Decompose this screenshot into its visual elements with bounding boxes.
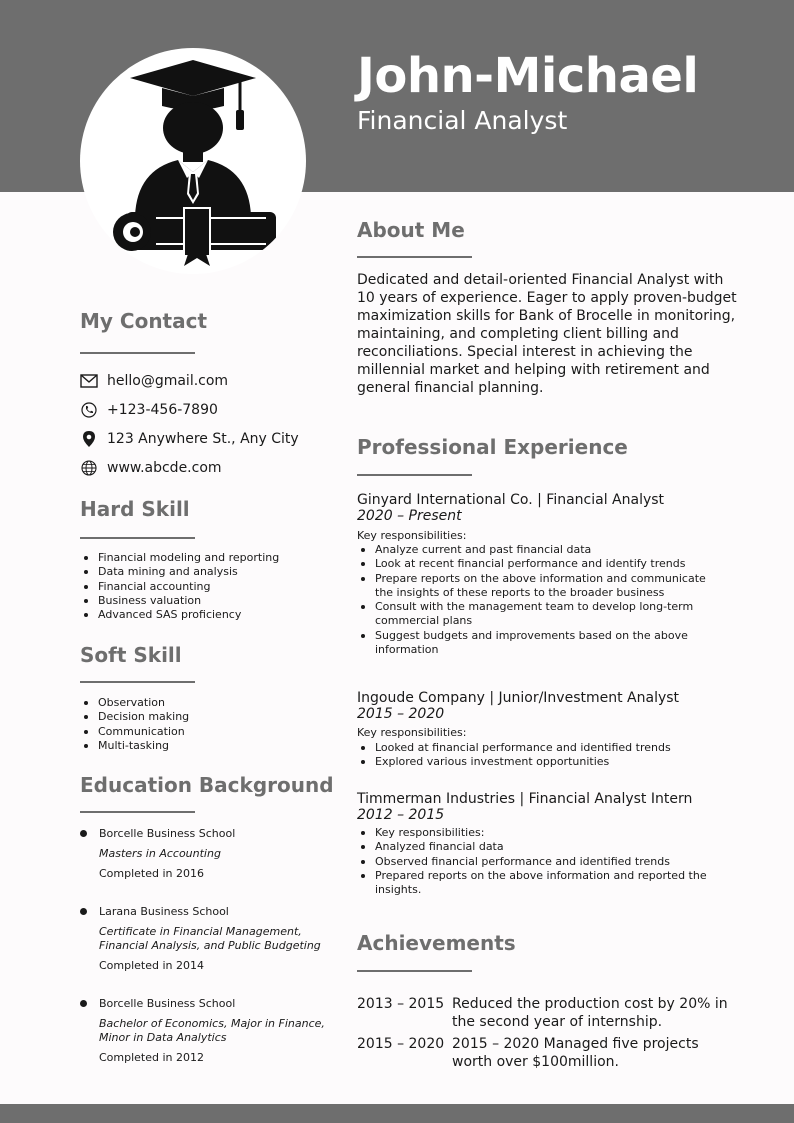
achievement-period: 2013 – 2015 bbox=[357, 996, 445, 1012]
about-rule bbox=[357, 256, 472, 258]
list-item: Consult with the management team to develop long-term commercial plans bbox=[357, 600, 727, 629]
mail-icon bbox=[80, 372, 98, 390]
contact-website[interactable] bbox=[80, 458, 222, 478]
achievements-rule bbox=[357, 970, 472, 972]
hard-skill-list bbox=[80, 551, 320, 622]
job-dates: 2012 – 2015 bbox=[357, 807, 445, 823]
avatar bbox=[80, 48, 306, 274]
completion-year: Completed in 2014 bbox=[99, 959, 205, 972]
contact-phone[interactable] bbox=[80, 400, 218, 420]
list-item: Communication bbox=[80, 725, 320, 739]
bullet-dot bbox=[80, 830, 87, 837]
job-responsibilities bbox=[357, 826, 727, 897]
list-item: Analyzed financial data bbox=[357, 840, 727, 854]
list-item: Explored various investment opportunities bbox=[357, 755, 727, 769]
list-item: Observed financial performance and identified trends bbox=[357, 855, 727, 869]
achievement-text: Reduced the production cost by 20% in the second year of internship. bbox=[452, 996, 728, 1030]
candidate-name: John-Michael bbox=[357, 48, 699, 104]
contact-email[interactable] bbox=[80, 371, 228, 391]
key-responsibilities-label: Key responsibilities: bbox=[357, 529, 467, 542]
list-item: Prepare reports on the above information and communicate the insights of these reports to the broader business bbox=[357, 572, 727, 601]
contact-address bbox=[80, 429, 299, 449]
phone-icon bbox=[80, 401, 98, 419]
job-title: Timmerman Industries | Financial Analyst Intern bbox=[357, 791, 693, 807]
list-item: Prepared reports on the above information and reported the insights. bbox=[357, 869, 727, 898]
education-rule bbox=[80, 811, 195, 813]
soft-skill-rule bbox=[80, 681, 195, 683]
hard-skill-rule bbox=[80, 537, 195, 539]
hard-skill-title: Hard Skill bbox=[80, 497, 190, 521]
job-title: Ginyard International Co. | Financial Analyst bbox=[357, 492, 665, 508]
completion-year: Completed in 2012 bbox=[99, 1051, 205, 1064]
experience-title: Professional Experience bbox=[357, 435, 628, 459]
list-item: Look at recent financial performance and identify trends bbox=[357, 557, 727, 571]
school-name: Borcelle Business School bbox=[99, 997, 236, 1010]
list-item: Analyze current and past financial data bbox=[357, 543, 727, 557]
job-title: Ingoude Company | Junior/Investment Analyst bbox=[357, 690, 680, 706]
list-item: Observation bbox=[80, 696, 320, 710]
achievement-period: 2015 – 2020 bbox=[357, 1036, 445, 1052]
job-dates: 2015 – 2020 bbox=[357, 706, 445, 722]
list-item: Business valuation bbox=[80, 594, 320, 608]
degree: Certificate in Financial Management, Financial Analysis, and Public Budgeting bbox=[99, 925, 321, 952]
contact-rule bbox=[80, 352, 195, 354]
degree: Bachelor of Economics, Major in Finance, Minor in Data Analytics bbox=[99, 1017, 325, 1044]
job-dates: 2020 – Present bbox=[357, 508, 462, 524]
key-responsibilities-label: Key responsibilities: bbox=[357, 726, 467, 739]
list-item: Multi-tasking bbox=[80, 739, 320, 753]
soft-skill-list bbox=[80, 696, 320, 753]
location-pin-icon bbox=[80, 430, 98, 448]
job-responsibilities bbox=[357, 741, 727, 770]
candidate-role: Financial Analyst bbox=[357, 106, 568, 135]
about-text: Dedicated and detail-oriented Financial Analyst with 10 years of experience. Eager to apply proven-budget maximization skills for Bank of Brocelle in monitoring, maintaining, and completing client billing and reconciliations. Special interest in achieving the millennial market and helping with retirement and general financial planning. bbox=[357, 272, 737, 396]
contact-phone-text: +123-456-7890 bbox=[107, 402, 218, 418]
school-name: Borcelle Business School bbox=[99, 827, 236, 840]
contact-address-text: 123 Anywhere St., Any City bbox=[107, 431, 299, 447]
globe-icon bbox=[80, 459, 98, 477]
list-item: Financial accounting bbox=[80, 580, 320, 594]
contact-email-text: hello@gmail.com bbox=[107, 373, 229, 389]
completion-year: Completed in 2016 bbox=[99, 867, 205, 880]
contact-website-text: www.abcde.com bbox=[107, 460, 222, 476]
achievement-text: 2015 – 2020 Managed five projects worth over $100million. bbox=[452, 1036, 699, 1070]
list-item: Advanced SAS proficiency bbox=[80, 608, 320, 622]
list-item: Decision making bbox=[80, 710, 320, 724]
list-item: Financial modeling and reporting bbox=[80, 551, 320, 565]
soft-skill-title: Soft Skill bbox=[80, 643, 182, 667]
graduate-icon bbox=[80, 48, 306, 274]
school-name: Larana Business School bbox=[99, 905, 229, 918]
footer-band bbox=[0, 1104, 794, 1123]
bullet-dot bbox=[80, 908, 87, 915]
contact-title: My Contact bbox=[80, 309, 208, 333]
list-item: Key responsibilities: bbox=[357, 826, 727, 840]
list-item: Data mining and analysis bbox=[80, 565, 320, 579]
bullet-dot bbox=[80, 1000, 87, 1007]
list-item: Suggest budgets and improvements based on the above information bbox=[357, 629, 727, 658]
list-item: Looked at financial performance and identified trends bbox=[357, 741, 727, 755]
about-title: About Me bbox=[357, 218, 465, 242]
achievements-title: Achievements bbox=[357, 931, 516, 955]
degree: Masters in Accounting bbox=[99, 847, 221, 860]
experience-rule bbox=[357, 474, 472, 476]
education-title: Education Background bbox=[80, 773, 334, 797]
job-responsibilities bbox=[357, 543, 727, 657]
